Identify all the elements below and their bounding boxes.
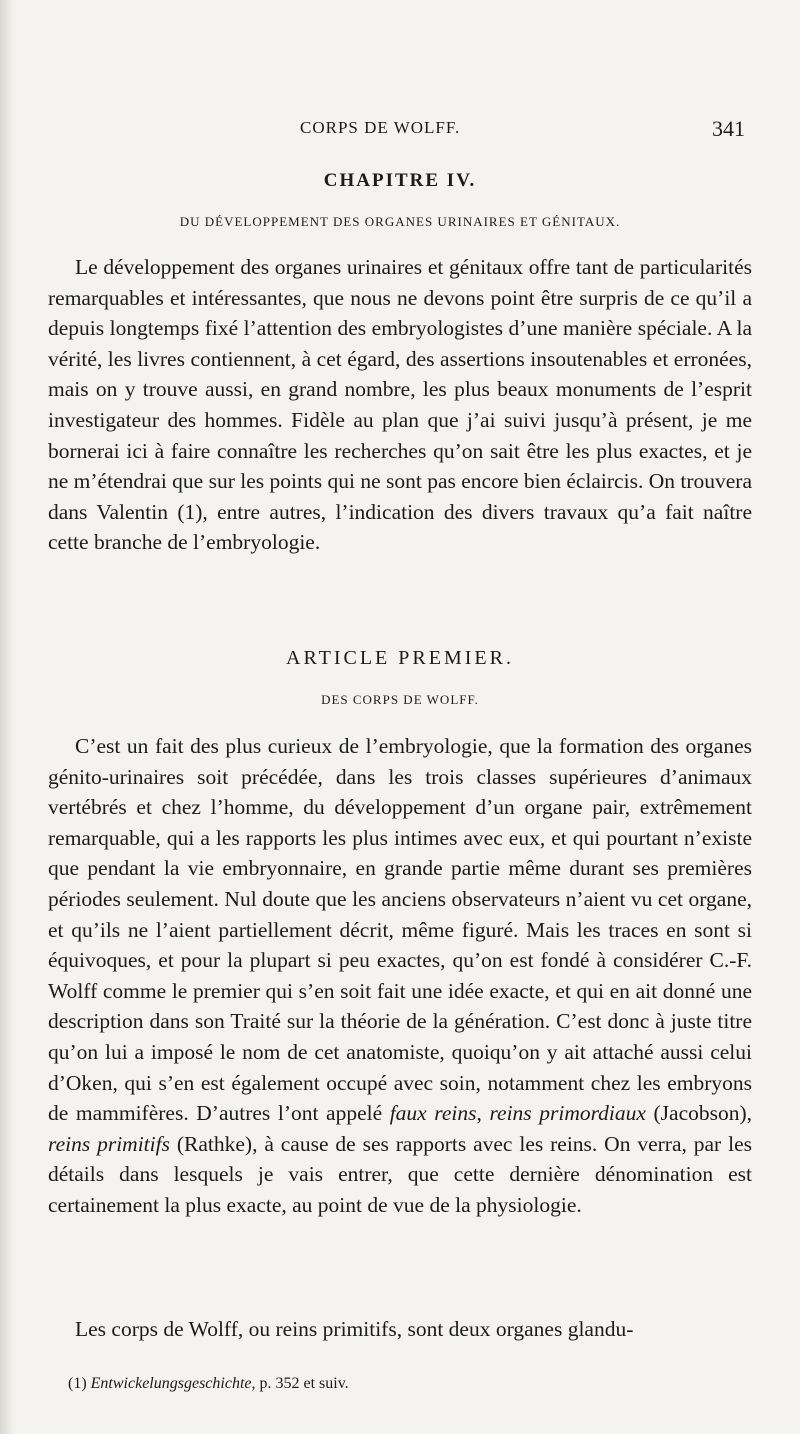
paragraph-text: (Jacobson), — [645, 1101, 753, 1126]
term-reins-primitifs: reins primitifs — [48, 1131, 170, 1156]
article-subtitle: DES CORPS DE WOLFF. — [321, 692, 479, 707]
chapter-title: CHAPITRE IV. — [323, 170, 477, 191]
paragraph-text: , — [476, 1101, 490, 1126]
paragraph-text: (Rathke), à cause de ses rapports avec les reins. On verra, par les détails dans lesquels je vais entrer, que cette dernière dénomination est certainement la plus exacte, au point de vue de la physiologie. — [48, 1131, 752, 1217]
wolff-body-paragraph — [48, 731, 752, 1221]
paragraph-text: C’est un fait des plus curieux de l’embryologie, que la formation des organes génito-urinaires soit précédée, dans les trois classes supérieures d’animaux vertébrés et chez l’homme, du développement d’un organe pair, extrêmement remarquable, qui a les rapports les plus intimes avec eux, et qui pourtant n’existe que pendant la vie embryonnaire, en grande partie même durant ses premières périodes seulement. Nul doute que les anciens observateurs n’aient vu cet organe, et qu’ils ne l’aient partiellement décrit, même figuré. Mais les traces en sont si équivoques, et pour la plupart si peu exactes, qu’on est fondé à considérer C.-F. Wolff comme le premier qui s’en soit fait une idée exacte, et qui en ait donné une description dans son Traité sur la théorie de la génération. C’est donc à juste titre qu’on lui a imposé le nom de cet anatomiste, quoiqu’on y ait attaché aussi celui d’Oken, qui s’en est également occupé avec soin, notamment chez les embryons de mammifères. D’autres l’ont appelé — [48, 734, 752, 1126]
intro-paragraph: Le développement des organes urinaires et génitaux offre tant de particularités remarquables et intéressantes, que nous ne devons point être surpris de ce qu’il a depuis longtemps fixé l’attention des embryologistes d’une manière spéciale. A la vérité, les livres contiennent, à cet égard, des assertions insoutenables et erronées, mais on y trouve aussi, en grand nombre, les plus beaux monuments de l’esprit investigateur des hommes. Fidèle au plan que j’ai suivi jusqu’à présent, je me bornerai ici à faire connaître les recherches qu’on sait être les plus exactes, et je ne m’étendrai que sur les points qui ne sont pas encore bien éclaircis. On trouvera dans Valentin (1), entre autres, l’indication des divers travaux qu’a fait naître cette branche de l’embryologie. — [48, 255, 752, 555]
page-number: 341 — [712, 116, 745, 141]
footnote-title: Entwickelungsgeschichte — [90, 1375, 252, 1392]
footnote-marker: (1) — [68, 1375, 87, 1392]
footnote — [68, 1375, 349, 1393]
page-header — [0, 116, 800, 146]
continuation-paragraph: Les corps de Wolff, ou reins primitifs, sont deux organes glandu- — [75, 1317, 634, 1341]
chapter-subtitle: DU DÉVELOPPEMENT DES ORGANES URINAIRES ET GÉNITAUX. — [179, 214, 621, 229]
article-title: ARTICLE PREMIER. — [286, 647, 514, 669]
running-head: CORPS DE WOLFF. — [300, 118, 461, 137]
footnote-rest: , p. 352 et suiv. — [251, 1375, 349, 1392]
term-faux-reins: faux reins — [389, 1101, 477, 1126]
term-reins-primordiaux: reins primordiaux — [489, 1101, 646, 1126]
